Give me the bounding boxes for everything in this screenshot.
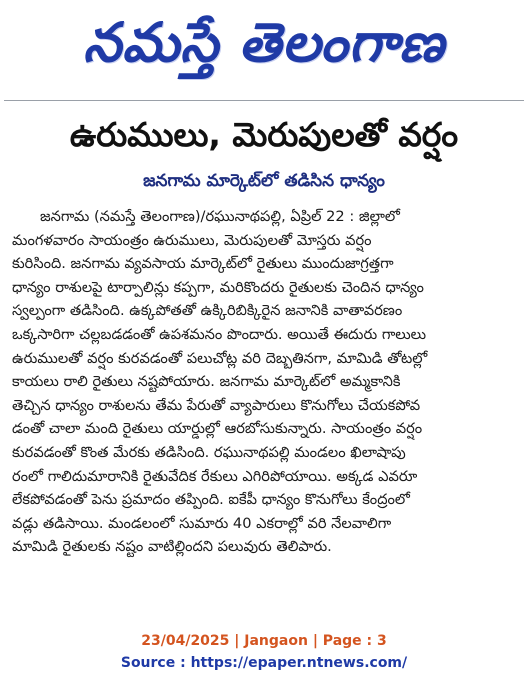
article-line: వడ్లు తడిసాయి. మండలంలో సుమారు 40 ఎకరాల్లో వరి నేలవాలిగా (12, 514, 392, 532)
article-line: స్వల్పంగా తడిసింది. ఉక్కపోతతో ఉక్కిరిబిక్కిరైన జనానికి వాతావరణం (12, 302, 403, 320)
article-line: జనగామ (నమస్తే తెలంగాణ)/రఘునాథపల్లి, ఏప్రిల్ 22 : జిల్లాలో (40, 208, 400, 225)
article-headline: ఉరుములు, మెరుపులతో వర్షం (69, 115, 459, 154)
article-line: మామిడి రైతులకు నష్టం వాటిల్లిందని పలువురు తెలిపారు. (12, 538, 332, 556)
footer (0, 630, 528, 674)
article-line: ధాన్యం రాశులపై టార్పాలిన్లు కప్పగా, మరికొందరు రైతులకు చెందిన ధాన్యం (12, 278, 424, 296)
article-line: కురవడంతో కొంత మేరకు తడిసింది. రఘునాథపల్లి మండలం ఖిలాషాపు (12, 443, 406, 461)
article-line: లేకపోవడంతో పెను ప్రమాదం తప్పింది. ఐకేపీ ధాన్యం కొనుగోలు కేంద్రంలో (12, 491, 410, 509)
article-subheadline: జనగామ మార్కెట్‌లో తడిసిన ధాన్యం (143, 171, 385, 191)
publication-date-line: 23/04/2025 | Jangaon | Page : 3 (141, 633, 387, 649)
article-line: ఉరుములతో వర్షం కురవడంతో పలుచోట్ల వరి దెబ్బతినగా, మామిడి తోటల్లో (12, 349, 428, 367)
article-line: ఒక్కసారిగా చల్లబడడంతో ఉపశమనం పొందారు. అయితే ఈదురు గాలులు (12, 325, 427, 343)
article-line: రంలో గాలిదుమారానికి రైతువేదిక రేకులు ఎగిరిపోయాయి. అక్కడ ఎవరూ (12, 467, 418, 485)
article-line: తెచ్చిన ధాన్యం రాశులను తేమ పేరుతో వ్యాపారులు కొనుగోలు చేయకపోవ (12, 396, 421, 414)
article-line: మంగళవారం సాయంత్రం ఉరుములు, మెరుపులతో మోస్తరు వర్షం (12, 231, 372, 249)
article-body (12, 205, 528, 559)
article-line: కాయలు రాలి రైతులు నష్టపోయారు. జనగామ మార్కెట్‌లో అమ్మకానికి (12, 373, 401, 391)
article-line: డంతో చాలా మంది రైతులు యార్డుల్లో ఆరబోసుకున్నారు. సాయంత్రం వర్షం (12, 420, 423, 438)
article-line: కురిసింది. జనగామ వ్యవసాయ మార్కెట్‌లో రైతులు ముందుజాగ్రత్తగా (12, 255, 394, 273)
masthead (0, 0, 528, 98)
masthead-divider (4, 100, 524, 101)
newspaper-logo: నమస్తే తెలంగాణ (83, 11, 445, 74)
source-line: Source : https://epaper.ntnews.com/ (120, 655, 408, 671)
